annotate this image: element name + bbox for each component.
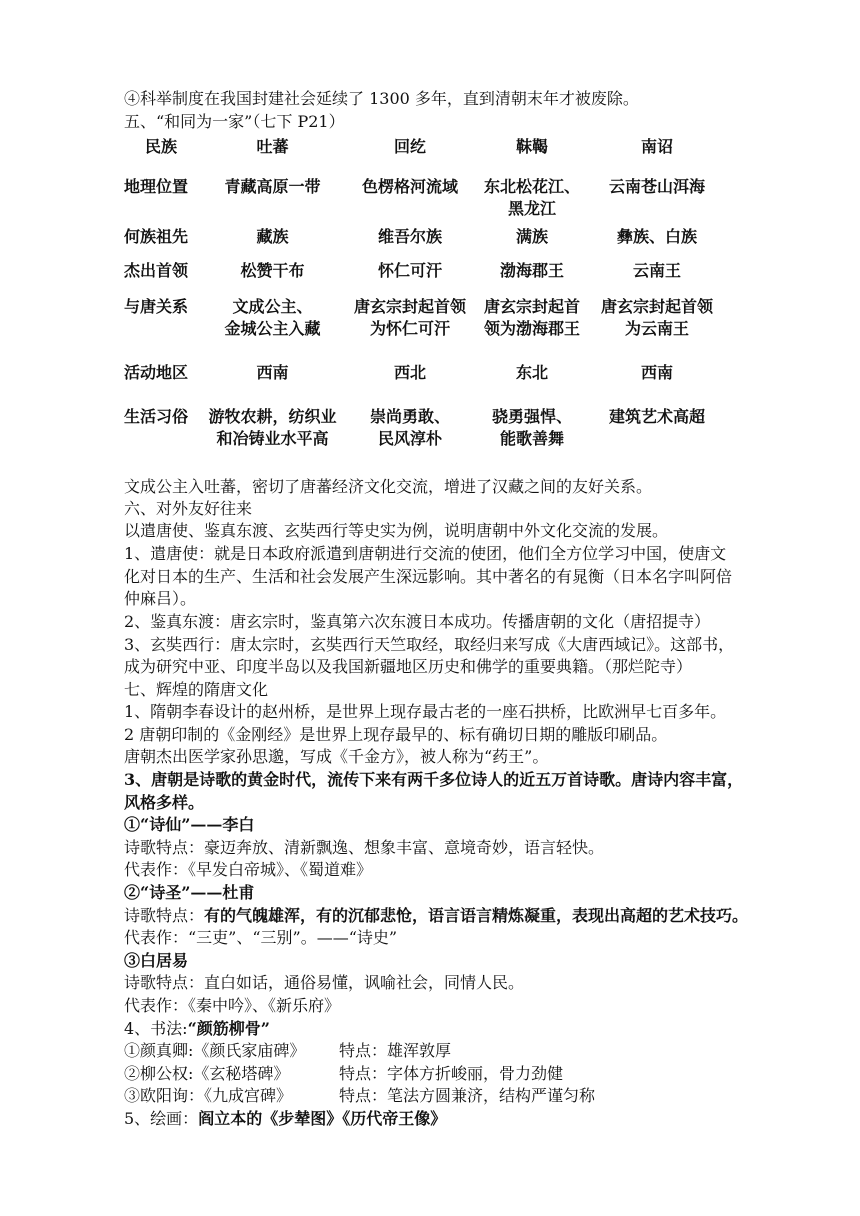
- table-cell: 游牧农耕，纺织业: [208, 407, 337, 426]
- table-cell: 怀仁可汗: [377, 261, 442, 280]
- table-cell: 藏族: [256, 227, 289, 246]
- table-cell: 青藏高原一带: [224, 177, 321, 196]
- table-cell: 唐玄宗封起首领: [353, 297, 466, 316]
- table-row-label: 何族祖先: [124, 227, 189, 246]
- text-line: [124, 1018, 270, 1040]
- calligraphy-feature: 特点：字体方折峻丽，骨力劲健: [339, 1064, 564, 1083]
- table-row-label: 杰出首领: [124, 261, 189, 280]
- table-row-label: 与唐关系: [124, 297, 189, 316]
- table-cell: 松赞干布: [240, 261, 305, 280]
- table-cell: 能歌善舞: [499, 429, 564, 448]
- table-cell: 云南苍山洱海: [608, 177, 705, 196]
- text-prefix: 5、绘画：: [124, 1109, 199, 1128]
- text-line-bold: 风格多样。: [124, 793, 205, 812]
- table-cell: 民风淳朴: [377, 429, 442, 448]
- calligrapher-work: ①颜真卿:《颜氏家庙碑》: [124, 1041, 306, 1060]
- calligrapher-work: ③欧阳询：《九成宫碑》: [124, 1086, 293, 1105]
- text-line: 代表作：《早发白帝城》、《蜀道难》: [124, 860, 373, 879]
- text-line: 诗歌特点：直白如话，通俗易懂，讽喻社会，同情人民。: [124, 973, 525, 992]
- text-line: [124, 1063, 563, 1085]
- text-line: [124, 905, 748, 927]
- table-cell: 唐玄宗封起首领: [600, 297, 713, 316]
- calligrapher-work: ②柳公权:《玄秘塔碑》: [124, 1064, 290, 1083]
- table-header-cell: 靺鞨: [515, 137, 548, 156]
- table-cell: 崇尚勇敢、: [369, 407, 450, 426]
- table-cell: 色楞格河流域: [361, 177, 458, 196]
- poet-heading: ②“诗圣”——杜甫: [124, 883, 255, 902]
- table-cell: 金城公主入藏: [224, 319, 321, 338]
- text-line: 代表作：“三吏”、“三别”。——“诗史”: [124, 928, 398, 947]
- table-cell: 云南王: [632, 261, 681, 280]
- section-heading: 六、对外友好往来: [124, 499, 253, 518]
- text-line: 唐朝杰出医学家孙思邈，写成《千金方》，被人称为“药王”。: [124, 747, 549, 766]
- text-bold-span: 阎立本的《步辇图》《历代帝王像》: [198, 1109, 447, 1128]
- section-heading: 七、辉煌的隋唐文化: [124, 680, 269, 699]
- table-header-cell: 南诏: [640, 137, 673, 156]
- text-line-bold: 3、唐朝是诗歌的黄金时代，流传下来有两千多位诗人的近五万首诗歌。唐诗内容丰富，: [124, 770, 744, 789]
- table-header-cell: 民族: [145, 137, 178, 156]
- table-cell: 和冶铸业水平高: [216, 429, 329, 448]
- table-cell: 满族: [515, 227, 548, 246]
- text-line: [124, 1085, 595, 1107]
- table-cell: 西南: [640, 363, 673, 382]
- table-cell: 文成公主、: [232, 297, 313, 316]
- table-cell: 唐玄宗封起首: [483, 297, 580, 316]
- text-line: 诗歌特点：豪迈奔放、清新飘逸、想象丰富、意境奇妙，语言轻快。: [124, 838, 605, 857]
- text-line: [124, 1040, 451, 1062]
- text-line: 化对日本的生产、生活和社会发展产生深远影响。其中著名的有晁衡（日本名字叫阿倍: [124, 567, 733, 586]
- table-row-label: 活动地区: [124, 363, 189, 382]
- table-header-cell: 回纥: [393, 137, 426, 156]
- table-row-label: 地理位置: [124, 177, 189, 196]
- table-cell: 东北: [515, 363, 548, 382]
- text-line: 3、玄奘西行：唐太宗时，玄奘西行天竺取经，取经归来写成《大唐西域记》。这部书，: [124, 635, 735, 654]
- table-cell: 西北: [393, 363, 426, 382]
- table-header-cell: 吐蕃: [256, 137, 289, 156]
- calligraphy-feature: 特点：笔法方圆兼济，结构严谨匀称: [339, 1086, 596, 1105]
- text-line: 1、隋朝李春设计的赵州桥，是世界上现存最古老的一座石拱桥，比欧洲早七百多年。: [124, 702, 727, 721]
- table-cell: 为云南王: [624, 319, 689, 338]
- table-row-label: 生活习俗: [124, 407, 189, 426]
- calligraphy-feature: 特点：雄浑敦厚: [339, 1041, 452, 1060]
- text-line: 代表作：《秦中吟》、《新乐府》: [124, 996, 341, 1015]
- text-line: 2、鉴真东渡：唐玄宗时，鉴真第六次东渡日本成功。传播唐朝的文化（唐招提寺）: [124, 612, 711, 631]
- text-line: ④科举制度在我国封建社会延续了 1300 多年，直到清朝末年才被废除。: [124, 89, 639, 108]
- text-line: 以遣唐使、鉴真东渡、玄奘西行等史实为例，说明唐朝中外文化交流的发展。: [124, 521, 669, 540]
- text-prefix: 诗歌特点：: [124, 906, 205, 925]
- poet-heading: ①“诗仙”——李白: [124, 815, 255, 834]
- text-line: 成为研究中亚、印度半岛以及我国新疆地区历史和佛学的重要典籍。（那烂陀寺）: [124, 657, 693, 676]
- table-cell: 黑龙江: [507, 199, 556, 218]
- table-cell: 东北松花江、: [483, 177, 580, 196]
- table-cell: 建筑艺术高超: [608, 407, 705, 426]
- table-cell: 骁勇强悍、: [491, 407, 572, 426]
- table-cell: 西南: [256, 363, 289, 382]
- text-prefix: 4、书法:: [124, 1019, 188, 1038]
- table-cell: 为怀仁可汗: [369, 319, 450, 338]
- text-bold-span: “颜筋柳骨”: [187, 1019, 270, 1038]
- poet-heading: ③白居易: [124, 951, 189, 970]
- text-line: 仲麻吕）。: [124, 589, 197, 608]
- table-cell: 渤海郡王: [499, 261, 564, 280]
- text-line: 文成公主入吐蕃，密切了唐蕃经济文化交流，增进了汉藏之间的友好关系。: [124, 477, 653, 496]
- text-line: 2 唐朝印制的《金刚经》是世界上现存最早的、标有确切日期的雕版印刷品。: [124, 725, 668, 744]
- text-line: 1、遣唐使：就是日本政府派遣到唐朝进行交流的使团，他们全方位学习中国，使唐文: [124, 544, 727, 563]
- section-heading: 五、“和同为一家”（七下 P21）: [124, 112, 345, 131]
- table-cell: 彝族、白族: [616, 227, 697, 246]
- table-cell: 维吾尔族: [377, 227, 442, 246]
- text-bold-span: 有的气魄雄浑，有的沉郁悲怆，语言语言精炼凝重，表现出高超的艺术技巧。: [204, 906, 749, 925]
- text-line: [124, 1108, 446, 1130]
- table-cell: 领为渤海郡王: [483, 319, 580, 338]
